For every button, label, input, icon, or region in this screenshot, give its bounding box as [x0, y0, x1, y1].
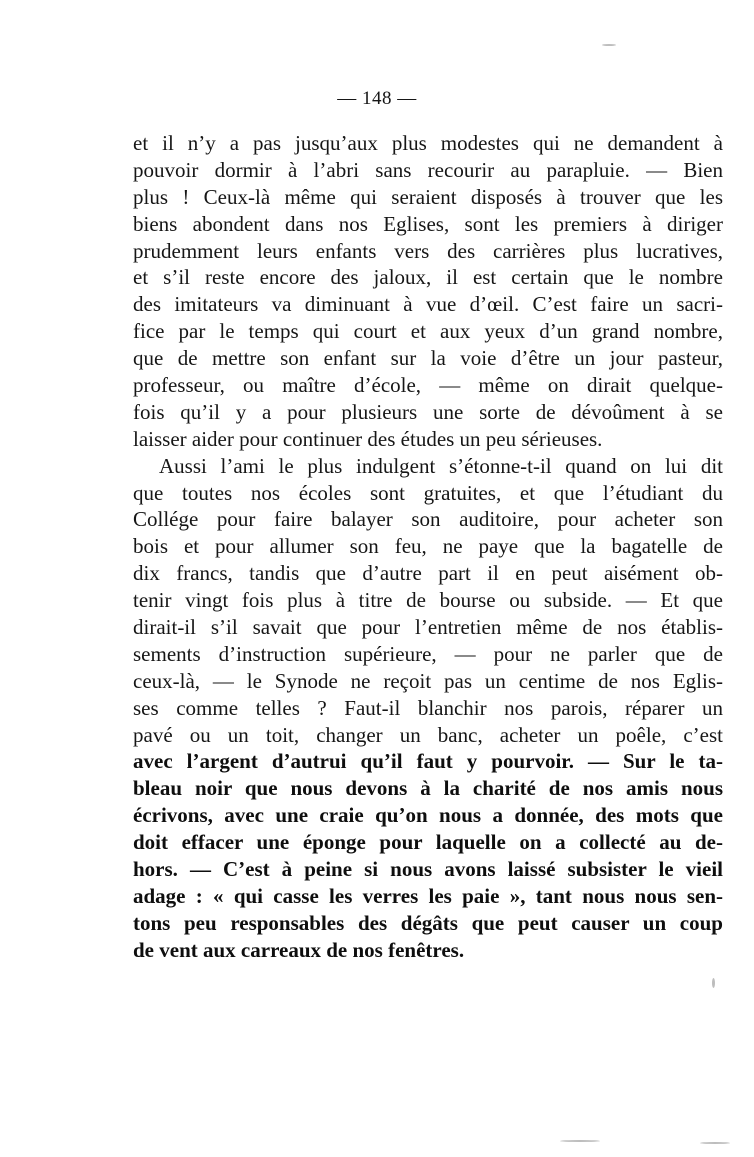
text-line: fois qu’il y a pour plusieurs une sorte de dévoûment à se	[133, 399, 723, 424]
paragraph-1	[133, 130, 723, 453]
text-line: Aussi l’ami le plus indulgent s’étonne-t-il quand on lui dit	[159, 453, 723, 478]
body-text	[133, 130, 723, 964]
paragraph-2	[133, 453, 723, 964]
scan-speck	[602, 44, 616, 46]
text-line: de vent aux carreaux de nos fenêtres.	[133, 937, 465, 962]
text-line: que de mettre son enfant sur la voie d’être un jour pasteur,	[133, 346, 723, 371]
text-line: dirait-il s’il savait que pour l’entretien même de nos établis-	[133, 615, 723, 640]
text-line: plus ! Ceux-là même qui seraient disposés à trouver que les	[133, 184, 723, 209]
text-line: que toutes nos écoles sont gratuites, et que l’étudiant du	[133, 480, 723, 505]
text-line: tons peu responsables des dégâts que peut causer un coup	[133, 910, 723, 935]
text-line: laisser aider pour continuer des études un peu sérieuses.	[133, 426, 603, 451]
scan-speck	[560, 1140, 600, 1142]
text-line: tenir vingt fois plus à titre de bourse ou subside. — Et que	[133, 588, 723, 613]
text-line: ses comme telles ? Faut-il blanchir nos parois, réparer un	[133, 695, 723, 720]
text-line: des imitateurs va diminuant à vue d’œil. C’est faire un sacri-	[133, 292, 723, 317]
text-line: dix francs, tandis que d’autre part il en peut aisément ob-	[133, 561, 723, 586]
scan-speck	[700, 1142, 730, 1144]
text-line: écrivons, avec une craie qu’on nous a donnée, des mots que	[133, 803, 723, 828]
text-line: pouvoir dormir à l’abri sans recourir au parapluie. — Bien	[133, 157, 723, 182]
scan-speck	[712, 978, 715, 988]
text-line: pavé ou un toit, changer un banc, acheter un poêle, c’est	[133, 722, 723, 747]
text-line: bois et pour allumer son feu, ne paye que la bagatelle de	[133, 534, 723, 559]
text-line: adage : « qui casse les verres les paie », tant nous nous sen-	[133, 883, 723, 908]
text-line: avec l’argent d’autrui qu’il faut y pourvoir. — Sur le ta-	[133, 749, 723, 774]
page-number: — 148 —	[337, 88, 417, 109]
text-line: sements d’instruction supérieure, — pour ne parler que de	[133, 641, 723, 666]
text-line: professeur, ou maître d’école, — même on dirait quelque-	[133, 373, 723, 398]
text-line: et s’il reste encore des jaloux, il est certain que le nombre	[133, 265, 723, 290]
text-line: fice par le temps qui court et aux yeux d’un grand nombre,	[133, 319, 723, 344]
bold-text-run	[133, 748, 723, 963]
text-line: bleau noir que nous devons à la charité de nos amis nous	[133, 776, 723, 801]
text-line: prudemment leurs enfants vers des carrières plus lucratives,	[133, 238, 723, 263]
text-line: doit effacer une éponge pour laquelle on a collecté au de-	[133, 830, 723, 855]
text-line: et il n’y a pas jusqu’aux plus modestes qui ne demandent à	[133, 131, 723, 155]
text-line: biens abondent dans nos Eglises, sont les premiers à diriger	[133, 211, 723, 236]
text-line: ceux-là, — le Synode ne reçoit pas un centime de nos Eglis-	[133, 668, 723, 693]
text-line: hors. — C’est à peine si nous avons laissé subsister le vieil	[133, 857, 723, 882]
text-line: Collége pour faire balayer son auditoire, pour acheter son	[133, 507, 723, 532]
